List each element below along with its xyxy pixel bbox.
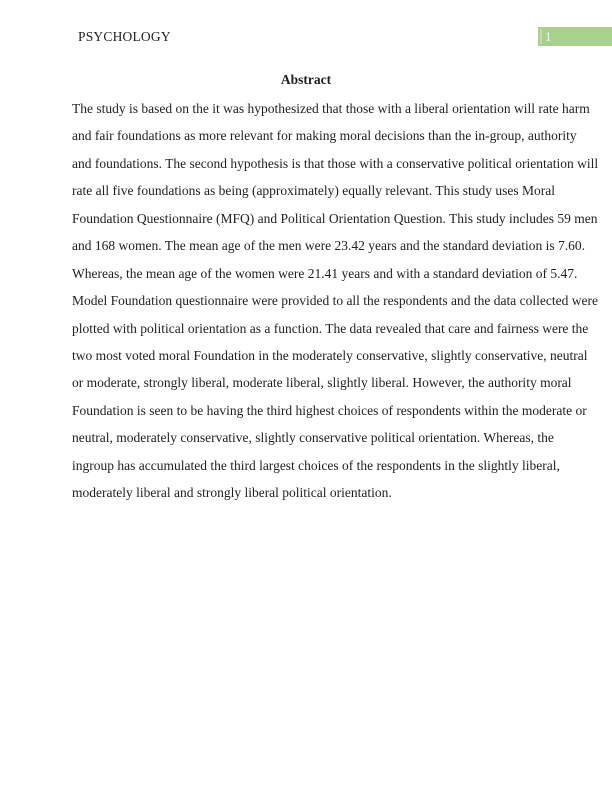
abstract-line: rate all five foundations as being (approximately) equally relevant. This study uses Moral	[72, 183, 555, 199]
abstract-line: neutral, moderately conservative, slightly conservative political orientation. Whereas, the	[72, 430, 554, 446]
page-number: 1	[545, 29, 552, 44]
abstract-title: Abstract	[280, 72, 332, 87]
abstract-line: Foundation is seen to be having the third highest choices of respondents within the moderate or	[72, 402, 587, 418]
page-number-highlight	[538, 27, 612, 46]
abstract-line: or moderate, strongly liberal, moderate liberal, slightly liberal. However, the authority moral	[72, 375, 572, 391]
abstract-body	[72, 95, 599, 507]
abstract-line: Foundation Questionnaire (MFQ) and Political Orientation Question. This study includes 59 men	[72, 210, 598, 226]
abstract-line: and 168 women. The mean age of the men were 23.42 years and the standard deviation is 7.60.	[72, 238, 585, 254]
abstract-line: and fair foundations as more relevant for making moral decisions than the in-group, authority	[72, 128, 577, 144]
abstract-line: ingroup has accumulated the third largest choices of the respondents in the slightly liberal,	[72, 457, 560, 473]
abstract-line: two most voted moral Foundation in the moderately conservative, slightly conservative, neutral	[72, 347, 588, 363]
abstract-line: plotted with political orientation as a function. The data revealed that care and fairness were the	[72, 320, 589, 336]
abstract-line: moderately liberal and strongly liberal political orientation.	[72, 485, 392, 501]
abstract-line: Model Foundation questionnaire were provided to all the respondents and the data collected were	[72, 293, 598, 309]
abstract-line: The study is based on the it was hypothesized that those with a liberal orientation will rate harm	[72, 101, 590, 116]
abstract-line: Whereas, the mean age of the women were 21.41 years and with a standard deviation of 5.47.	[72, 265, 578, 281]
abstract-line: and foundations. The second hypothesis is that those with a conservative political orientation will	[72, 155, 599, 171]
running-head: PSYCHOLOGY	[78, 29, 171, 44]
